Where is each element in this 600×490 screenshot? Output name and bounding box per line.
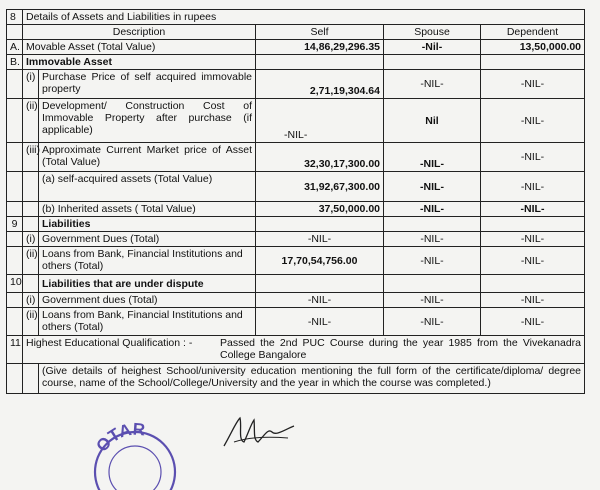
self-value: -NIL- xyxy=(256,232,384,247)
self-value: 17,70,54,756.00 xyxy=(256,247,384,275)
section11-row xyxy=(7,336,585,364)
notary-stamp xyxy=(88,420,178,490)
spouse-value: -NIL- xyxy=(384,308,481,336)
instruction-text: (Give details of heighest School/university education mentioning the full form of the certificate/diploma/ degree course, name of the School/College/University and the year in which the course was completed.) xyxy=(39,364,585,394)
spouse-header: Spouse xyxy=(384,25,481,40)
table-row xyxy=(7,247,585,275)
instruction-row xyxy=(7,364,585,394)
dependent-value: -NIL- xyxy=(481,172,585,202)
table-row xyxy=(7,99,585,143)
section-number: 10 xyxy=(7,275,23,293)
row-label: Movable Asset (Total Value) xyxy=(23,40,256,55)
section10-title-row xyxy=(7,275,585,293)
row-label: Loans from Bank, Financial Institutions and others (Total) xyxy=(39,308,256,336)
dependent-value: -NIL- xyxy=(481,99,585,143)
signature xyxy=(218,412,308,452)
section-number: 8 xyxy=(7,10,23,25)
dependent-value: -NIL- xyxy=(481,232,585,247)
row-roman: (ii) xyxy=(23,308,39,336)
column-header-row xyxy=(7,25,585,40)
spouse-value: -NIL- xyxy=(384,202,481,217)
table-row xyxy=(7,293,585,308)
dependent-value: -NIL- xyxy=(481,202,585,217)
spouse-value: -Nil- xyxy=(384,40,481,55)
row-label: Loans from Bank, Financial Institutions and others (Total) xyxy=(39,247,256,275)
self-value: -NIL- xyxy=(256,308,384,336)
row-label: Purchase Price of self acquired immovable property xyxy=(39,70,256,99)
dependent-value: 13,50,000.00 xyxy=(481,40,585,55)
table-row xyxy=(7,143,585,172)
section9-title-row xyxy=(7,217,585,232)
table-row xyxy=(7,232,585,247)
dependent-value: -NIL- xyxy=(481,143,585,172)
spouse-value: -NIL- xyxy=(384,143,481,172)
row-roman: (iii) xyxy=(23,143,39,172)
qualification-value: Passed the 2nd PUC Course during the year 1985 from the Vivekanadra College Bangalore xyxy=(220,337,582,361)
qualification-cell xyxy=(23,336,585,364)
dependent-value: -NIL- xyxy=(481,247,585,275)
row-label: Government dues (Total) xyxy=(39,293,256,308)
dependent-value: -NIL- xyxy=(481,293,585,308)
spouse-value: -NIL- xyxy=(384,247,481,275)
spouse-value: -NIL- xyxy=(384,232,481,247)
table-row xyxy=(7,202,585,217)
row-roman: (ii) xyxy=(23,247,39,275)
row-label: Development/ Construction Cost of Immovable Property after purchase (if applicable) xyxy=(39,99,256,143)
section-title: Liabilities xyxy=(39,217,256,232)
table-row xyxy=(7,172,585,202)
qualification-label: Highest Educational Qualification : - xyxy=(26,337,193,349)
dependent-value: -NIL- xyxy=(481,70,585,99)
self-value: 31,92,67,300.00 xyxy=(256,172,384,202)
stamp-text: OTAR xyxy=(92,420,146,456)
spouse-value: -NIL- xyxy=(384,172,481,202)
description-header: Description xyxy=(23,25,256,40)
row-label: Approximate Current Market price of Asset (Total Value) xyxy=(39,143,256,172)
dependent-value: -NIL- xyxy=(481,308,585,336)
spouse-value: Nil xyxy=(384,99,481,143)
row-label: (a) self-acquired assets (Total Value) xyxy=(39,172,256,202)
section-number: 9 xyxy=(7,217,23,232)
self-value: -NIL- xyxy=(256,293,384,308)
table-row xyxy=(7,308,585,336)
self-value: 2,71,19,304.64 xyxy=(256,70,384,99)
row-roman: (i) xyxy=(23,232,39,247)
section-number: 11 xyxy=(7,336,23,364)
movable-asset-row xyxy=(7,40,585,55)
spouse-value: -NIL- xyxy=(384,293,481,308)
immovable-asset-row xyxy=(7,55,585,70)
row-code: B. xyxy=(7,55,23,70)
row-roman: (i) xyxy=(23,70,39,99)
row-label: Government Dues (Total) xyxy=(39,232,256,247)
row-roman: (ii) xyxy=(23,99,39,143)
table-row xyxy=(7,70,585,99)
self-value: 32,30,17,300.00 xyxy=(256,143,384,172)
self-value: 37,50,000.00 xyxy=(256,202,384,217)
assets-liabilities-table xyxy=(6,9,585,394)
row-roman: (i) xyxy=(23,293,39,308)
section-title: Liabilities that are under dispute xyxy=(39,275,256,293)
row-code: A. xyxy=(7,40,23,55)
self-value: 14,86,29,296.35 xyxy=(256,40,384,55)
self-header: Self xyxy=(256,25,384,40)
section-title: Details of Assets and Liabilities in rupees xyxy=(23,10,585,25)
row-label: (b) Inherited assets ( Total Value) xyxy=(39,202,256,217)
spouse-value: -NIL- xyxy=(384,70,481,99)
section8-title-row xyxy=(7,10,585,25)
self-value: -NIL- xyxy=(256,99,384,143)
row-label: Immovable Asset xyxy=(23,55,256,70)
dependent-header: Dependent xyxy=(481,25,585,40)
